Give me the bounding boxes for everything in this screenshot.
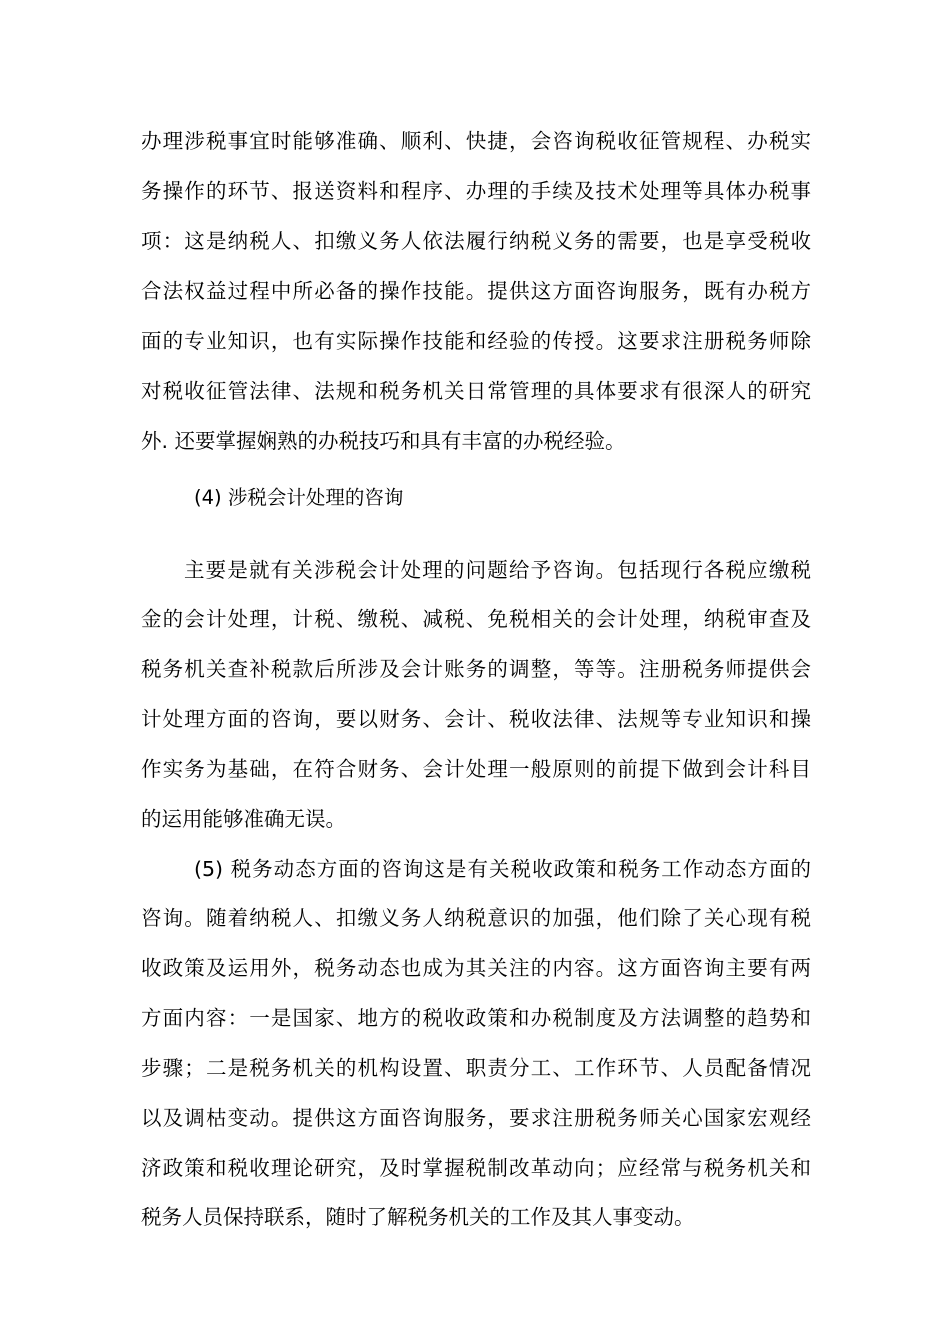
paragraph-1-line-5: 面的专业知识，也有实际操作技能和经验的传授。这要求注册税务师除 [141,329,811,353]
paragraph-2-line-3: 税务机关查补税款后所涉及会计账务的调整，等等。注册税务师提供会 [141,657,811,681]
paragraph-1-line-6: 对税收征管法律、法规和税务机关日常管理的具体要求有很深人的研究 [141,379,811,403]
paragraph-1-line-1: 办理涉税事宜时能够准确、顺利、快捷，会咨询税收征管规程、办税实 [141,129,811,153]
paragraph-3-line-2: 咨询。随着纳税人、扣缴义务人纳税意识的加强，他们除了关心现有税 [141,906,811,930]
paragraph-1-line-7: 外. 还要掌握娴熟的办税技巧和具有丰富的办税经验。 [141,429,626,453]
paragraph-3-line-7: 济政策和税收理论研究，及时掌握税制改革动向；应经常与税务机关和 [141,1156,811,1180]
paragraph-1-line-4: 合法权益过程中所必备的操作技能。提供这方面咨询服务，既有办税方 [141,279,811,303]
paragraph-3-line-5: 步骤；二是税务机关的机构设置、职责分工、工作环节、人员配备情况 [141,1056,811,1080]
paragraph-3-line-4: 方面内容：一是国家、地方的税收政策和办税制度及方法调整的趋势和 [141,1006,811,1030]
section-heading-4: (4) 涉税会计处理的咨询 [194,486,404,509]
paragraph-2-line-1: 主要是就有关涉税会计处理的问题给予咨询。包括现行各税应缴税 [184,558,811,582]
paragraph-2-line-5: 作实务为基础，在符合财务、会计处理一般原则的前提下做到会计科目 [141,757,811,781]
paragraph-2-line-6: 的运用能够准确无误。 [141,807,346,831]
paragraph-3-line-1: (5) 税务动态方面的咨询这是有关税收政策和税务工作动态方面的 [194,857,811,881]
paragraph-1-line-3: 项：这是纳税人、扣缴义务人依法履行纳税义务的需要，也是享受税收 [141,229,811,253]
paragraph-1-line-2: 务操作的环节、报送资料和程序、办理的手续及技术处理等具体办税事 [141,179,811,203]
paragraph-3-line-6: 以及调枯变动。提供这方面咨询服务，要求注册税务师关心国家宏观经 [141,1106,811,1130]
paragraph-2-line-4: 计处理方面的咨询，要以财务、会计、税收法律、法规等专业知识和操 [141,707,811,731]
paragraph-3-line-3: 收政策及运用外，税务动态也成为其关注的内容。这方面咨询主要有两 [141,956,811,980]
paragraph-3-line-8: 税务人员保持联系，随时了解税务机关的工作及其人事变动。 [141,1205,695,1229]
paragraph-2-line-2: 金的会计处理，计税、缴税、减税、免税相关的会计处理，纳税审查及 [141,607,811,631]
